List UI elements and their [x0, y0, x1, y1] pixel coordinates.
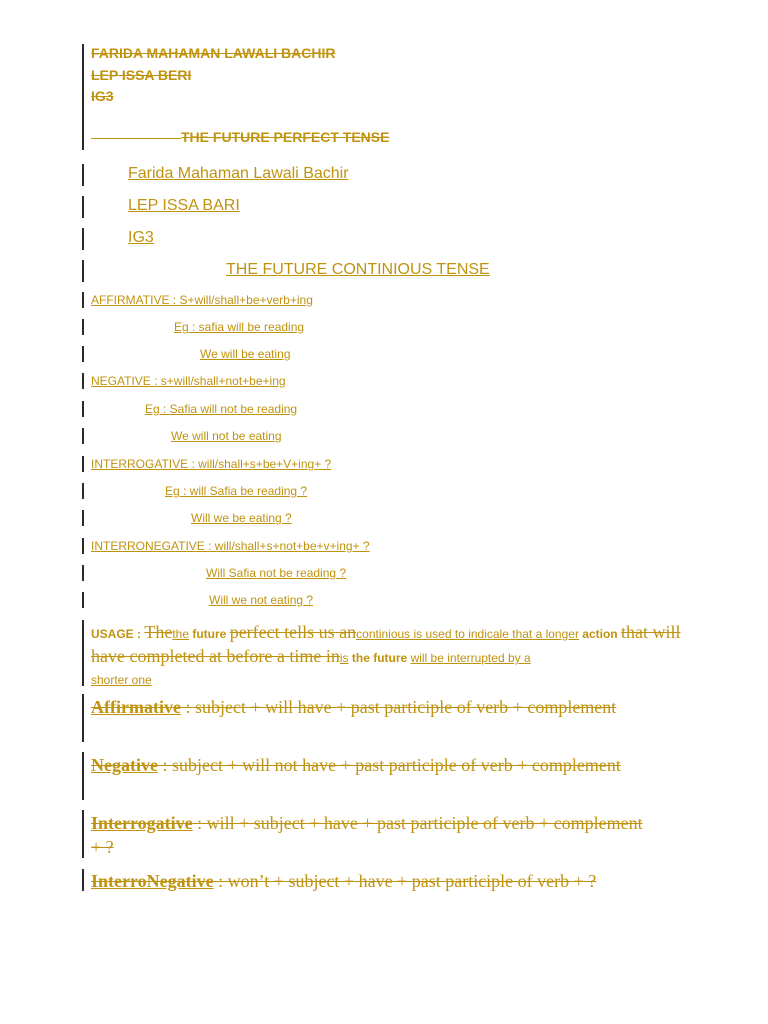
rule-text: : won’t + subject + have + past participle of verb + ?	[213, 871, 597, 891]
example-text: Will we be eating ?	[191, 511, 292, 525]
change-bar	[82, 620, 84, 686]
change-bar	[82, 538, 84, 554]
change-bar	[82, 428, 84, 444]
change-bar	[82, 401, 84, 417]
class-name: IG3	[128, 229, 154, 246]
interronegative-example-2	[91, 593, 313, 607]
rule-label: InterroNegative	[91, 871, 214, 891]
school-line	[91, 197, 240, 215]
change-bar	[82, 694, 84, 742]
negative-example-2	[91, 429, 282, 443]
example-text: Will we not eating ?	[209, 593, 314, 607]
student-name-line	[91, 165, 349, 183]
affirmative-example-1	[91, 320, 304, 334]
negative-rule: NEGATIVE : s+will/shall+not+be+ing	[91, 374, 286, 388]
change-bar	[82, 196, 84, 218]
rule-label: Interrogative	[91, 813, 193, 833]
change-bar	[82, 346, 84, 362]
interrogative-rule: INTERROGATIVE : will/shall+s+be+V+ing+ ?	[91, 457, 332, 471]
change-bar	[82, 565, 84, 581]
rule-text: : will + subject + have + past participle of verb + complement + ?	[91, 813, 643, 857]
rule-label: Negative	[91, 755, 158, 775]
change-bar	[82, 810, 84, 858]
deleted-affirmative-rule	[91, 695, 651, 719]
deleted-text: The	[144, 622, 173, 642]
deleted-student-name: FARIDA MAHAMAN LAWALI BACHIR	[91, 45, 336, 61]
change-bar	[82, 44, 84, 150]
rule-text: : subject + will not have + past participle of verb + complement	[157, 755, 621, 775]
example-text: Eg : safia will be reading	[174, 320, 305, 334]
deleted-negative-rule	[91, 753, 651, 777]
deleted-school-name: LEP ISSA BERI	[91, 67, 192, 83]
inserted-text: the	[172, 627, 190, 641]
interrogative-example-1	[91, 484, 307, 498]
title-line	[91, 261, 490, 279]
deleted-interronegative-rule	[91, 869, 691, 893]
deleted-text: that will have completed at before a time in	[91, 622, 681, 666]
change-bar	[82, 752, 84, 800]
change-bar	[82, 483, 84, 499]
rule-label: Affirmative	[91, 697, 181, 717]
example-text: Eg : Safia will not be reading	[145, 402, 298, 416]
example-text: We will not be eating	[171, 429, 282, 443]
inserted-text: continious is used to indicale that a longer	[356, 627, 579, 641]
interronegative-rule: INTERRONEGATIVE : will/shall+s+not+be+v+ing+ ?	[91, 539, 370, 553]
affirmative-rule: AFFIRMATIVE : S+will/shall+be+verb+ing	[91, 293, 313, 307]
example-text: We will be eating	[200, 347, 291, 361]
inserted-text: will be interrupted by a	[410, 651, 531, 665]
negative-example-1	[91, 402, 297, 416]
school-name: LEP ISSA BARI	[128, 197, 240, 214]
deleted-class-name: IG3	[91, 88, 114, 104]
document-title: THE FUTURE CONTINIOUS TENSE	[226, 261, 490, 278]
change-bar	[82, 510, 84, 526]
kept-text: future	[189, 627, 230, 641]
example-text: Eg : will Safia be reading ?	[165, 484, 308, 498]
deleted-text: perfect tells us an	[229, 622, 357, 642]
usage-label: USAGE :	[91, 627, 145, 641]
change-bar	[82, 228, 84, 250]
deleted-title: THE FUTURE PERFECT TENSE	[181, 129, 390, 145]
change-bar	[82, 592, 84, 608]
kept-text: the future	[348, 651, 411, 665]
rule-text: : subject + will have + past participle of verb + complement	[180, 697, 617, 717]
change-bar	[82, 456, 84, 472]
deleted-interrogative-rule	[91, 811, 651, 859]
change-bar	[82, 869, 84, 891]
deleted-title-line	[91, 129, 389, 145]
affirmative-example-2	[91, 347, 291, 361]
change-bar	[82, 164, 84, 186]
kept-text: action	[578, 627, 621, 641]
interronegative-example-1	[91, 566, 346, 580]
class-line	[91, 229, 366, 247]
inserted-text: shorter one	[91, 673, 152, 687]
interrogative-example-2	[91, 511, 292, 525]
example-text: Will Safia not be reading ?	[206, 566, 347, 580]
change-bar	[82, 373, 84, 389]
inserted-text: is	[339, 651, 349, 665]
change-bar	[82, 260, 84, 282]
change-bar	[82, 319, 84, 335]
usage-paragraph	[91, 621, 681, 691]
student-name: Farida Mahaman Lawali Bachir	[128, 165, 349, 182]
change-bar	[82, 292, 84, 308]
